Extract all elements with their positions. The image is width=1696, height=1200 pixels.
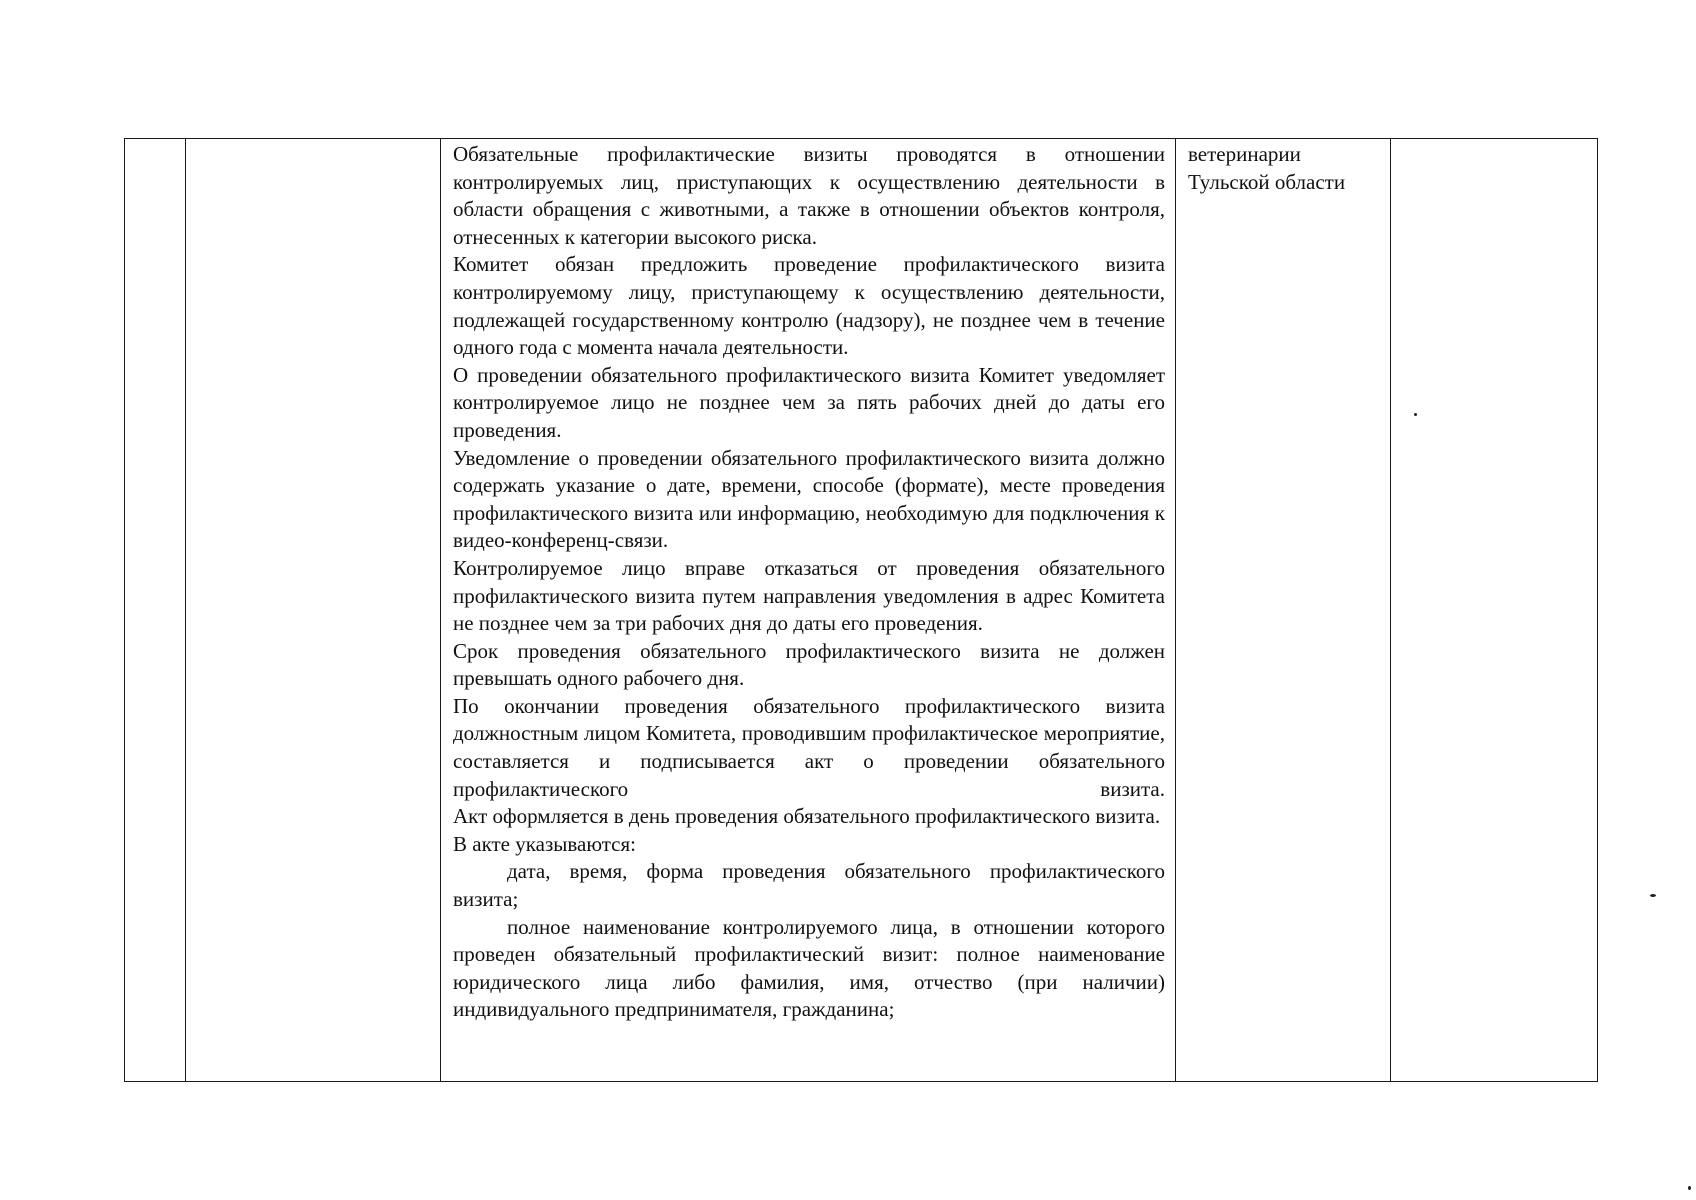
paragraph: Акт оформляется в день проведения обязательного профилактического визита. [453, 804, 1161, 829]
paragraph: В акте указываются: [453, 831, 636, 856]
scan-speck [1650, 894, 1656, 897]
paragraph: Обязательные профилактические визиты проводятся в отношении контролируемых лиц, приступающих к осуществлению деятельности в области обращения с животными, а также в отношении объектов контроля, отнесенных к категории высокого риска. [453, 142, 1165, 249]
paragraph: По окончании проведения обязательного профилактического визита должностным лицом Комитета, проводившим профилактическое мероприятие, составляется и подписывается акт о проведении обязательного профилактического визита. [453, 693, 1165, 801]
list-paragraph: дата, время, форма проведения обязательного профилактического визита; [453, 859, 1165, 912]
paragraph: Уведомление о проведении обязательного профилактического визита должно содержать указание о дате, времени, способе (формате), месте проведения профилактического визита или информацию, необходимую для подключения к видео-конференц-связи. [453, 445, 1165, 553]
scan-speck [1688, 1186, 1691, 1190]
description-text [441, 139, 1175, 1024]
org-line: ветеринарии [1188, 142, 1301, 166]
paragraph: Срок проведения обязательного профилактического визита не должен превышать одного рабочего дня. [453, 638, 1165, 691]
table-cell-period [1391, 139, 1598, 1082]
table-cell-responsible [1176, 139, 1391, 1082]
document-table [124, 138, 1598, 1082]
paragraph: Комитет обязан предложить проведение профилактического визита контролируемому лицу, приступающему к осуществлению деятельности, подлежащей государственному контролю (надзору), не позднее чем в течение одного года с момента начала деятельности. [453, 252, 1165, 360]
list-paragraph: полное наименование контролируемого лица, в отношении которого проведен обязательный профилактический визит: полное наименование юридического лица либо фамилия, имя, отчество (при наличии) индивидуального предпринимателя, гражданина; [453, 914, 1165, 1022]
paragraph: Контролируемое лицо вправе отказаться от проведения обязательного профилактического визита путем направления уведомления в адрес Комитета не позднее чем за три рабочих дня до даты его проведения. [453, 555, 1165, 636]
table-cell-description [441, 139, 1176, 1082]
responsible-text [1176, 139, 1390, 196]
paragraph: О проведении обязательного профилактического визита Комитет уведомляет контролируемое лицо не позднее чем за пять рабочих дней до даты его проведения. [453, 362, 1165, 442]
org-line: Тульской области [1188, 169, 1346, 194]
table-cell-number [125, 139, 186, 1082]
table-row [125, 139, 1598, 1082]
table-cell-name [186, 139, 441, 1082]
scan-speck [1414, 413, 1417, 416]
